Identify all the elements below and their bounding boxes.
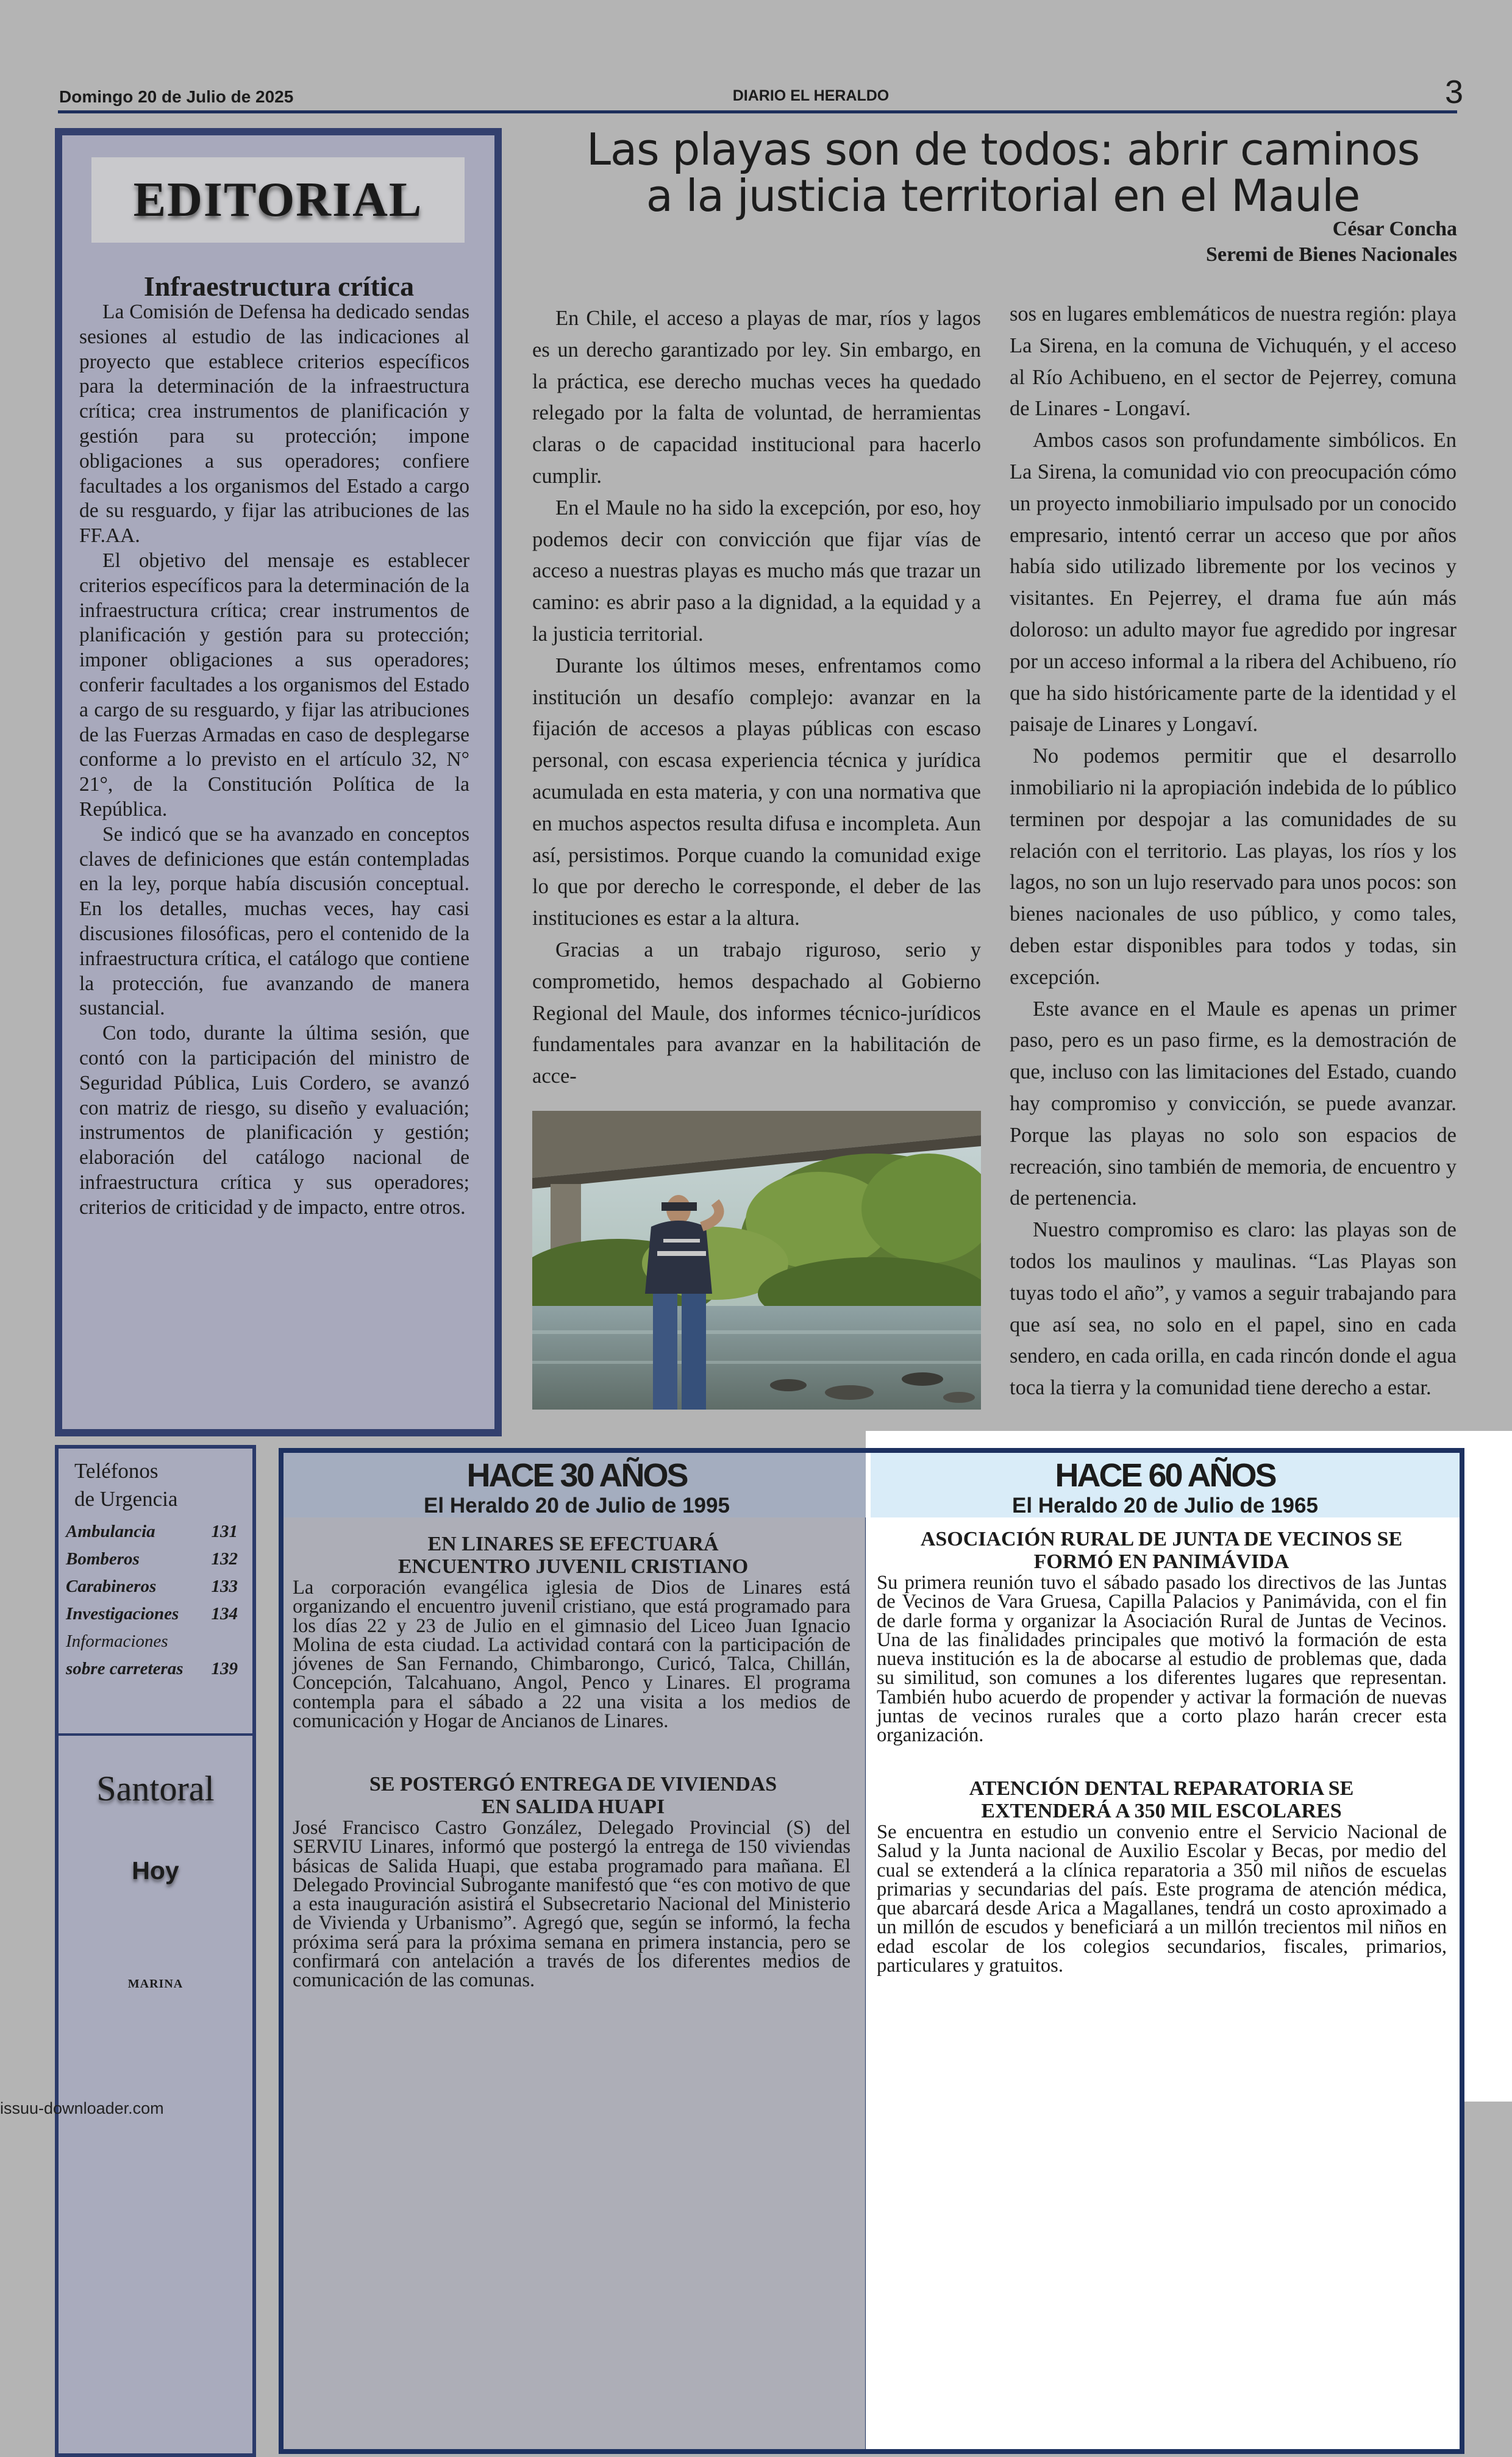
phone-label: Carabineros [66,1577,157,1596]
hace-60-subtitle: El Heraldo 20 de Julio de 1965 [1012,1494,1318,1517]
phone-label: Investigaciones [66,1604,179,1624]
phone-label: Informaciones [66,1631,168,1651]
phone-entry-investigaciones [66,1604,238,1624]
headline-line: EXTENDERÁ A 350 MIL ESCOLARES [981,1800,1342,1822]
article-photo [532,1111,981,1410]
phone-entry-carreteras [66,1659,238,1679]
article-paragraph: No podemos permitir que el desarrollo inmobiliario ni la apropiación indebida de lo público terminen por despojar a las comunidades de su relación con el territorio. Las playas, los ríos y los lagos, no son un lujo reservado para unos pocos: son bienes nacionales de uso público, y como tales, deben estar disponibles para todos y todas, sin excepción. [1010,744,1457,989]
hace-60-story2-body: Se encuentra en estudio un convenio entre el Servicio Nacional de Salud y la Junta nacional de Auxilio Escolar y Becas, por medio del cual se extenderá a la clínica reparatoria a 350 mil niños de escuelas primarias y secundarias del país. Este programa de atención médica, que abarcará desde Arica a Magallanes, tendrá un costo aproximado a un millón de escudos y beneficiará a un millón trecientos mil niños en edad escolar de los colegios secundarios, fiscales, primarios, particulares y gratuitos. [877,1821,1447,1977]
santoral-today: Hoy [132,1856,179,1885]
phone-number: 139 [211,1659,238,1678]
page-number: 3 [1444,74,1463,110]
hace-60-story1-body: Su primera reunión tuvo el sábado pasado los directivos de las Juntas de Vecinos de Vara Gruesa, Capilla Palacios y Panimávida, con el fin de darle forma y organizar la Asociación Rural de Juntas de Vecinos. Una de las finalidades principales que motivó la formación de esta nueva institución es la de abocarse al estudio de problemas que, dada su similitud, son comunes a los diferentes lugares que representan. También hubo acuerdo de propender y activar la formación de nuevas juntas de vecinos rurales que a corto plazo harán crecer esta organización. [877,1572,1447,1747]
phones-divider [59,1733,252,1736]
phone-label: Ambulancia [66,1522,155,1541]
article-paragraph: En Chile, el acceso a playas de mar, ríos y lagos es un derecho garantizado por ley. Sin embargo, en la práctica, ese derecho muchas veces ha quedado relegado por la falta de voluntad, de herramientas claras o de capacidad institucional para hacerlo cumplir. [532,307,981,488]
editorial-banner: EDITORIAL [91,157,465,243]
phone-entry-carabineros [66,1577,238,1597]
headline-line: ASOCIACIÓN RURAL DE JUNTA DE VECINOS SE [920,1528,1403,1550]
editorial-paragraph: El objetivo del mensaje es establecer criterios específicos para la determinación de la infraestructura crítica; crear instrumentos de planificación y gestión para su protección; imponer obligaciones a sus operadores; conferir facultades a los organismos del Estado a cargo de su resguardo, y fijar las atribuciones de las Fuerzas Armadas en caso de desplegarse conforme a lo previsto en el artículo 32, N° 21°, de la Constitución Política de la República. [79,549,469,821]
hace-60-story2-headline [878,1777,1445,1822]
phone-label: Bomberos [66,1549,140,1569]
phone-number: 132 [211,1549,238,1569]
article-column-1 [532,303,981,1093]
article-paragraph: Durante los últimos meses, enfrentamos como institución un desafío complejo: avanzar en la fijación de accesos a playas públicas con escaso personal, con escasa experiencia técnica y jurídica acumulada en esta materia, y con una normativa que en muchos aspectos resulta difusa e incompleta. Aun así, persistimos. Porque cuando la comunidad exige lo que por derecho le corresponde, el deber de las instituciones es estar a la altura. [532,654,981,930]
phone-entry-ambulancia [66,1522,238,1542]
phone-label: sobre carreteras [66,1659,184,1678]
river-photo-image [532,1111,981,1410]
newspaper-name: DIARIO EL HERALDO [732,87,890,104]
headline-line: ATENCIÓN DENTAL REPARATORIA SE [969,1777,1354,1800]
editorial-body [79,300,469,1220]
editorial-paragraph: La Comisión de Defensa ha dedicado sendas sesiones al estudio de las indicaciones al proyecto que establece criterios específicos para la determinación de la infraestructura crítica; crea instrumentos de planificación y gestión para su protección; impone obligaciones a sus operadores; confiere facultades a los organismos del Estado a cargo de su resguardo, y fijar las atribuciones de las FF.AA. [79,301,469,547]
hace-30-story2-body: José Francisco Castro González, Delegado Provincial (S) del SERVIU Linares, informó que postergó la entrega de 150 viviendas básicas de Salida Huapi, que estaba programado para mañana. El Delegado Provincial Subrogante manifestó que “es con motivo de que a esta inauguración asistirá el Subsecretario Nacional del Ministerio de Vivienda y Urbanismo”. Agregó que, según se informó, la fecha próxima será para la próxima semana en primera instancia, pero se confirmará con antelación a través de los diferentes medios de comunicación de las comunas. [293,1817,850,1992]
phone-number: 133 [211,1577,238,1596]
article-headline [552,126,1454,219]
hace-30-story2-headline [293,1773,854,1818]
headline-line: ENCUENTRO JUVENIL CRISTIANO [398,1555,749,1578]
phone-entry-bomberos [66,1549,238,1569]
hace-60-story1-headline [878,1528,1445,1573]
headline-line: SE POSTERGÓ ENTREGA DE VIVIENDAS [369,1773,777,1795]
watermark-text: issuu-downloader.com [0,2099,164,2117]
article-paragraph: sos en lugares emblemáticos de nuestra región: playa La Sirena, en la comuna de Vichuquén, y el acceso al Río Achibueno, en el sector de Pejerrey, comuna de Linares - Longaví. [1010,302,1457,421]
article-headline-line2: a la justicia territorial en el Maule [646,170,1360,221]
headline-line: EN LINARES SE EFECTUARÁ [427,1533,719,1555]
phone-number: 131 [211,1522,238,1541]
phones-title-line1: Teléfonos [74,1459,159,1483]
hace-30-story1-headline [293,1533,854,1578]
author-role: Seremi de Bienes Nacionales [1205,243,1457,266]
editorial-paragraph: Se indicó que se ha avanzado en conceptos claves de definiciones que están contempladas en la ley, porque había discusión conceptual. En los detalles, muchas veces, hay casi discusiones filosóficas, pero el contenido de la infraestructura crítica, el catálogo que contiene la protección, fue avanzando de manera sustancial. [79,822,469,1020]
author-name: César Concha [1332,218,1457,240]
headline-line: EN SALIDA HUAPI [481,1795,665,1818]
article-headline-line1: Las playas son de todos: abrir caminos [586,124,1420,175]
article-paragraph: En el Maule no ha sido la excepción, por eso, hoy podemos decir con convicción que fijar vías de acceso a nuestras playas es mucho más que trazar un camino: es abrir paso a la dignidad, a la equidad y a la justicia territorial. [532,496,981,646]
phone-number: 134 [211,1604,238,1624]
hace-30-title: HACE 30 AÑOS [466,1457,687,1494]
article-paragraph: Nuestro compromiso es claro: las playas son de todos los maulinos y maulinas. “Las Playas son tuyas todo el año”, y vamos a seguir trabajando para que así sea, no solo en el papel, sino en cada sendero, en cada orilla, en cada rincón donde el agua toca la tierra y la comunidad tiene derecho a estar. [1010,1218,1457,1400]
headline-line: FORMÓ EN PANIMÁVIDA [1033,1550,1289,1573]
phones-title-line2: de Urgencia [74,1487,178,1511]
hace-30-story1-body: La corporación evangélica iglesia de Dios de Linares está organizando el encuentro juvenil cristiano, que está programado para los días 22 y 23 de Julio en el gimnasio del Liceo Juan Ignacio Molina de esta ciudad. La actividad contará con la participación de jóvenes de San Fernando, Chimbarongo, Curicó, Talca, Chillán, Concepción, Talcahuano, Angol, Penco y Linares. El programa contempla para el sábado a 22 una visita a los medios de comunicación y Hogar de Ancianos de Linares. [293,1577,850,1733]
phones-title [74,1457,177,1513]
santoral-title: Santoral [96,1769,215,1808]
article-paragraph: Gracias a un trabajo riguroso, serio y comprometido, hemos despachado al Gobierno Regional del Maule, dos informes técnico-jurídicos fundamentales para avanzar en la habilitación de acce- [532,938,981,1088]
article-paragraph: Este avance en el Maule es apenas un primer paso, pero es un paso firme, es la demostración de que, incluso con las limitaciones del Estado, cuando hay compromiso y convicción, se puede avanzar. Porque las playas no solo son espacios de recreación, sino también de memoria, de encuentro y de pertenencia. [1010,997,1457,1210]
article-paragraph: Ambos casos son profundamente simbólicos. En La Sirena, la comunidad vio con preocupación cómo un proyecto inmobiliario impulsado por un conocido empresario, intentó cerrar un acceso que por años había sido utilizado libremente por los vecinos y visitantes. En Pejerrey, el drama fue aún más doloroso: un adulto mayor fue agredido por ingresar por un acceso informal a la ribera del Achibueno, río que ha sido históricamente parte de la identidad y el paisaje de Linares y Longaví. [1010,429,1457,736]
santoral-saint-name: MARINA [127,1977,184,1991]
header-rule [58,110,1457,113]
editorial-title: Infraestructura crítica [143,271,415,302]
article-byline [1097,216,1457,268]
emergency-phones-box [55,1445,256,2457]
phone-entry-informaciones [66,1631,238,1652]
editorial-paragraph: Con todo, durante la última sesión, que contó con la participación del ministro de Seguridad Pública, Luis Cordero, se avanzó con matriz de riesgo, su diseño y evaluación; instrumentos de planificación y gestión; elaboración del catálogo nacional de infraestructura crítica y sus operadores; criterios de criticidad y de impacto, entre otros. [79,1022,469,1219]
issue-date: Domingo 20 de Julio de 2025 [59,87,294,106]
hace-30-subtitle: El Heraldo 20 de Julio de 1995 [424,1494,730,1517]
hace-60-title: HACE 60 AÑOS [1055,1457,1275,1494]
article-column-2 [1010,299,1457,1404]
